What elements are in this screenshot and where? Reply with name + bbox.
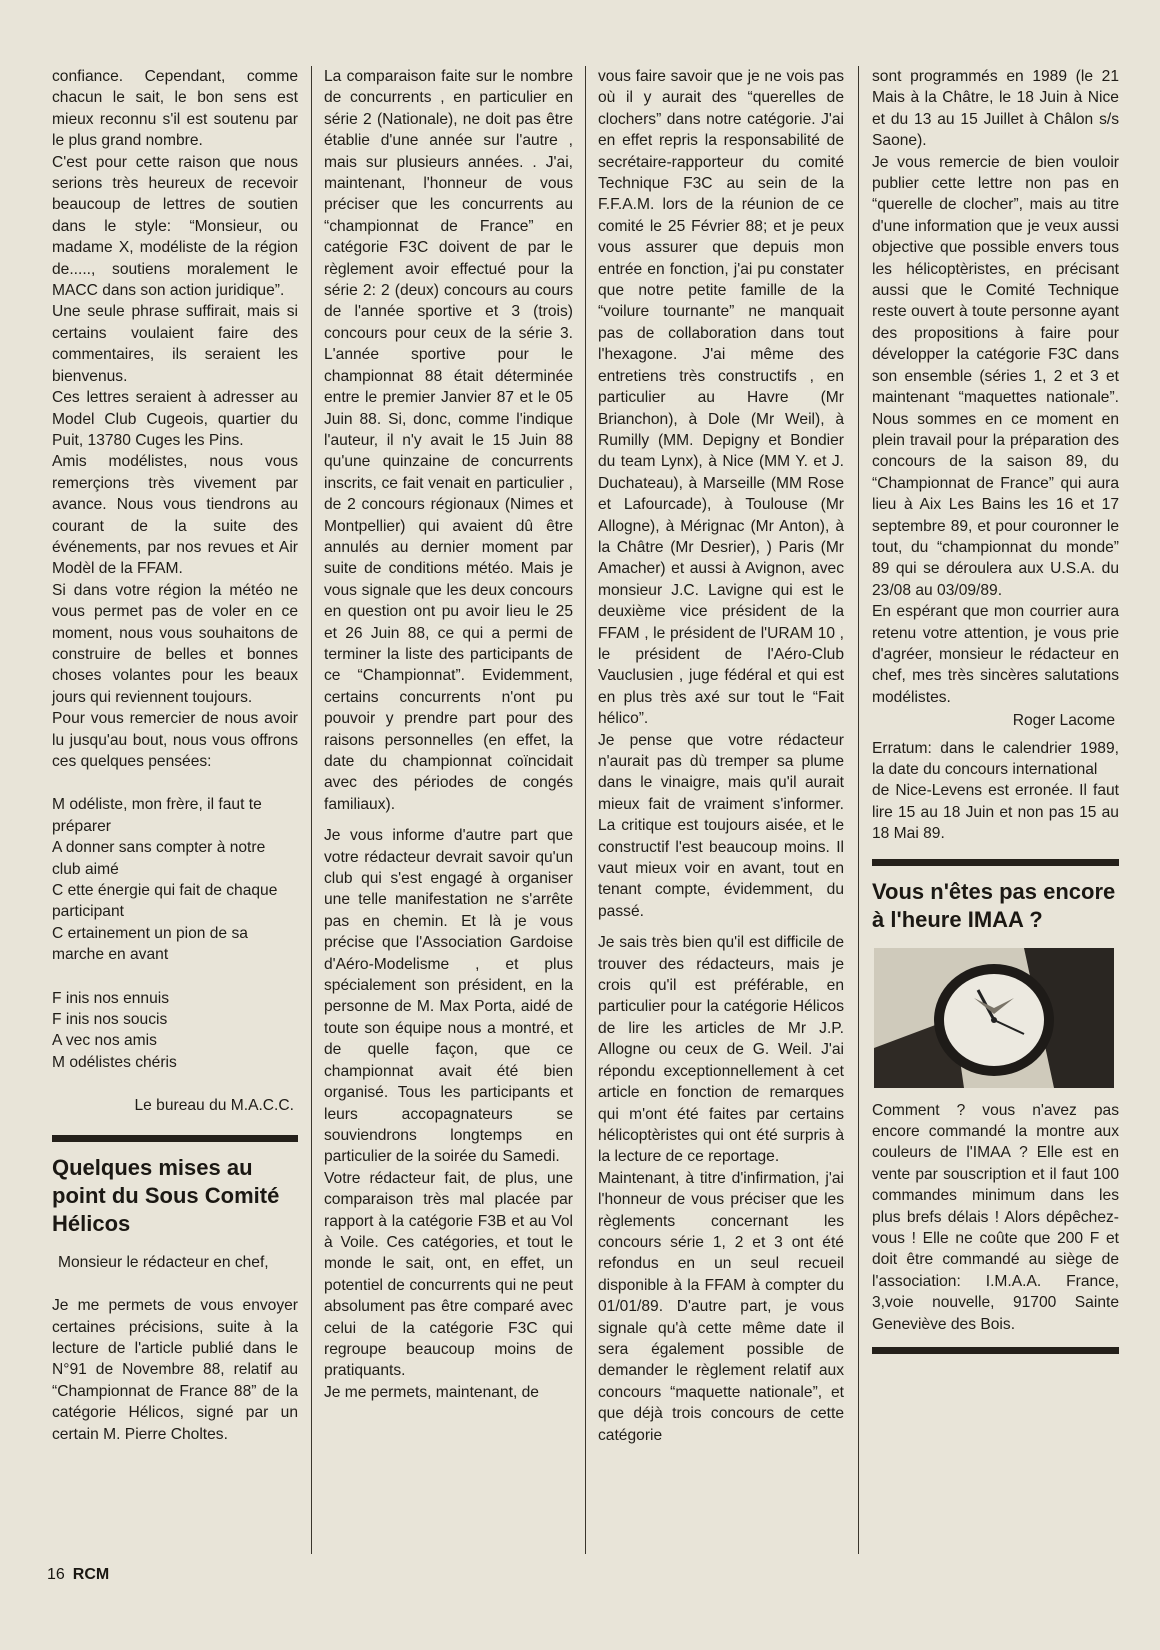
- column-1: [52, 66, 298, 1445]
- paragraph: Amis modélistes, nous vous remerçions très vivement par avance. Nous vous tiendrons au courant de la suite des événements, par nos revues et Air Modèl de la FFAM.: [52, 453, 298, 578]
- poem-line: F inis nos ennuis: [52, 989, 170, 1007]
- paragraph: Je me permets de vous envoyer certaines précisions, suite à la lecture de l'article publié dans le N°91 de Novembre 88, relatif au “Championnat de France 88” de la catégorie Hélicos, signé par un certain M. Pierre Choltes.: [52, 1297, 298, 1443]
- paragraph: Maintenant, à titre d'infirmation, j'ai l'honneur de vous préciser que les règlements concernant les concours série 1, 2 et 3 ont été refondus en un seul recueil disponible à la FFAM à compter du 01/01/89. D'autre part, je vous signale qu'à cette même date il sera également possible de demander le règlement relatif aux concours “maquette nationale”, et que déjà trois concours de cette catégorie: [598, 1169, 844, 1444]
- poem-line: M odélistes chéris: [52, 1053, 177, 1071]
- paragraph: Si dans votre région la météo ne vous permet pas de voler en ce moment, nous vous souhaitons de construire de belles et bonnes choses volantes pour les beaux jours qui reviennent toujours.: [52, 581, 298, 706]
- section-rule: [872, 859, 1119, 866]
- salutation: Monsieur le rédacteur en chef,: [58, 1253, 269, 1271]
- paragraph: En espérant que mon courrier aura retenu votre attention, je vous prie d'agréer, monsieur le rédacteur en chef, mes très sincères salutations modélistes.: [872, 603, 1119, 706]
- section-rule: [52, 1135, 298, 1142]
- paragraph: Une seule phrase suffirait, mais si certains voulaient faire des commentaires, ils seraient les bienvenus.: [52, 303, 298, 385]
- paragraph: Je vous informe d'autre part que votre rédacteur devrait savoir qu'un club qui s'est engagé à organiser une telle manifestation ne s'arrête pas en chemin. Et là je vous précise que l'Association Gardoise d'Aéro-Modelisme , et plus spécialement son président, en la personne de M. Max Porta, aidé de toute son équipe nous a montré, et de quelle façon, que ce championnat avait été bien organisé. Tous les participants et leurs accopagnateurs se souviendrons longtemps en particulier de la soirée du Samedi.: [324, 827, 573, 1166]
- poem-line: M odéliste, mon frère, il faut te préparer: [52, 796, 262, 835]
- paragraph: vous faire savoir que je ne vois pas où il y aurait des “querelles de clochers” dans notre catégorie. J'ai en effet repris la responsabilité de secrétaire-rapporteur du comité Technique F3C au sein de la F.F.A.M. lors de la réunion de ce comité le 25 Février 88; et je peux vous assurer que depuis mon entrée en fonction, j'ai pu constater que notre petite famille de la “voilure tournante” ne manquait pas de collaboration dans tout l'hexagone. J'ai même des entretiens très constructifs , en particulier au Havre (Mr Brianchon), à Dole (Mr Weil), à Rumilly (MM. Depigny et Bondier du team Lynx), à Nice (MM Y. et J. Duchateau), à Marseille (MM Rose et Lafourcade), à Toulouse (Mr Allogne), à Mérignac (Mr Anton), à la Châtre (Mr Desrier), ) Paris (Mr Amacher) et aussi à Avignon, avec monsieur J.C. Lavigne qui est le deuxième vice président de la FFAM , le président de l'URAM 10 , le président de l'Aéro-Club Vauclusien , juge fédéral et qui est en plus très axé sur tout le “Fait hélico”.: [598, 68, 844, 728]
- erratum: de Nice-Levens est erronée. Il faut lire 15 au 18 Juin et non pas 15 au 18 Mai 89.: [872, 782, 1119, 843]
- poem-line: A donner sans compter à notre club aimé: [52, 839, 266, 878]
- signature: Roger Lacome: [1012, 712, 1115, 730]
- paragraph: Je vous remercie de bien vouloir publier cette lettre non pas en “querelle de clocher”, mais au titre d'une information que je veux aussi objective que possible envers tous les hélicoptèristes, en précisant aussi que le Comité Technique reste ouvert à toute personne ayant des propositions à faire pour développer la catégorie F3C dans son ensemble (séries 1, 2 et 3 et maintenant “maquettes nationale”. Nous sommes en ce moment en plein travail pour la préparation des concours de la saison 89, du “Championnat de France” qui aura lieu à Aix Les Bains les 16 et 17 septembre 89, et pour couronner le tout, du “championnat du monde” 89 qui se déroulera aux U.S.A. du 23/08 au 03/09/89.: [872, 153, 1119, 599]
- paragraph: Je me permets, maintenant, de: [324, 1383, 539, 1401]
- paragraph: Votre rédacteur fait, de plus, une comparaison très mal placée par rapport à la catégorie F3B et au Vol à Voile. Ces catégories, et tout le monde le sait, ont, en effet, un potentiel de concurrents qui ne peut absolument pas être comparé avec celui de la catégorie F3C qui regroupe beaucoup moins de pratiquants.: [324, 1169, 573, 1380]
- paragraph: Comment ? vous n'avez pas encore commandé la montre aux couleurs de l'IMAA ? Elle est en vente par souscription et il faut 100 commandes minimum dans les plus brefs délais ! Alors dépêchez-vous ! Elle ne coûte que 200 F et doit être commandé au siège de l'association: I.M.A.A. France, 3,voie nouvelle, 91700 Sainte Geneviève des Bois.: [872, 1101, 1119, 1333]
- page-footer: [47, 1566, 109, 1584]
- article-heading: Vous n'êtes pas encore à l'heure IMAA ?: [872, 878, 1116, 932]
- paragraph: sont programmés en 1989 (le 21 Mais à la Châtre, le 18 Juin à Nice et du 13 au 15 Juillet à Châlon s/s Saone).: [872, 68, 1119, 150]
- wristwatch-icon: [874, 948, 1114, 1088]
- paragraph: confiance. Cependant, comme chacun le sait, le bon sens est mieux reconnu s'il est soutenu par le plus grand nombre.: [52, 68, 298, 150]
- paragraph: C'est pour cette raison que nous serions très heureux de recevoir beaucoup de lettres de soutien dans le style: “Monsieur, ou madame X, modéliste de la région de....., soutiens moralement le MACC dans son action juridique”.: [52, 153, 298, 300]
- poem-line: C ertainement un pion de sa marche en avant: [52, 924, 248, 964]
- page-number: 16: [47, 1566, 65, 1583]
- column-divider: [858, 66, 859, 1554]
- column-2: [324, 66, 573, 1403]
- paragraph: Pour vous remercier de nous avoir lu jusqu'au bout, nous vous offrons ces quelques pensées:: [52, 710, 298, 770]
- section-rule: [872, 1347, 1119, 1354]
- column-4: [872, 66, 1119, 1366]
- poem-line: A vec nos amis: [52, 1032, 157, 1050]
- paragraph: Je pense que votre rédacteur n'aurait pas dù tremper sa plume dans le vinaigre, mais qu'il aurait mieux fait de vraiment s'informer. La critique est toujours aisée, et le constructif l'est beaucoup moins. Il vaut mieux voir en avant, tout en tenant compte, évidemment, du passé.: [598, 731, 844, 920]
- column-divider: [585, 66, 586, 1554]
- paragraph: La comparaison faite sur le nombre de concurrents , en particulier en série 2 (Nationale), ne doit pas être établie d'une année sur l'autre , mais sur plusieurs années. . J'ai, maintenant, l'honneur de vous préciser que les concurrents au “championnat de France” en catégorie F3C doivent de par le règlement avoir effectué pour la série 2: 2 (deux) concours au cours de l'année sportive et 3 (trois) concours pour ceux de la série 3. L'année sportive pour le championnat 88 était déterminée entre le premier Janvier 87 et le 05 Juin 88. Si, donc, comme l'indique l'auteur, il n'y avait le 15 Juin 88 qu'une quinzaine de concurrents inscrits, ce fait venait en particulier , de 2 concours régionaux (Nimes et Montpellier) qui avaient dû être annulés au dernier moment par suite de conditions météo. Mais je vous signale que les deux concours en question ont pu avoir lieu le 25 et 26 Juin 88, ce qui a permi de terminer la liste des participants de ce “Championnat”. Evidemment, certains concurrents n'ont pu pouvoir y prendre part pour des raisons personnelles (en effet, la date du championnat coïncidait avec des périodes de congés familiaux).: [324, 68, 573, 813]
- poem-line: C ette énergie qui fait de chaque participant: [52, 882, 278, 921]
- magazine-name: RCM: [72, 1566, 110, 1583]
- erratum: Erratum: dans le calendrier 1989, la date du concours international: [872, 739, 1119, 778]
- signature: Le bureau du M.A.C.C.: [134, 1097, 294, 1115]
- column-3: [598, 66, 844, 1446]
- article-heading: Quelques mises au point du Sous Comité Hélicos: [52, 1154, 280, 1236]
- watch-photo: [874, 948, 1114, 1088]
- paragraph: Ces lettres seraient à adresser au Model Club Cugeois, quartier du Puit, 13780 Cuges les Pins.: [52, 389, 298, 449]
- paragraph: Je sais très bien qu'il est difficile de trouver des rédacteurs, mais je crois qu'il est préférable, en particulier pour la catégorie Hélicos de lire les articles de Mr J.P. Allogne ou ceux de G. Weil. J'ai répondu exceptionnellement à cet article en fonction de remarques qui m'ont été faites par certains hélicoptèristes qui ont été surpris à la lecture de ce reportage.: [598, 934, 844, 1166]
- poem-line: F inis nos soucis: [52, 1011, 168, 1029]
- column-divider: [311, 66, 312, 1554]
